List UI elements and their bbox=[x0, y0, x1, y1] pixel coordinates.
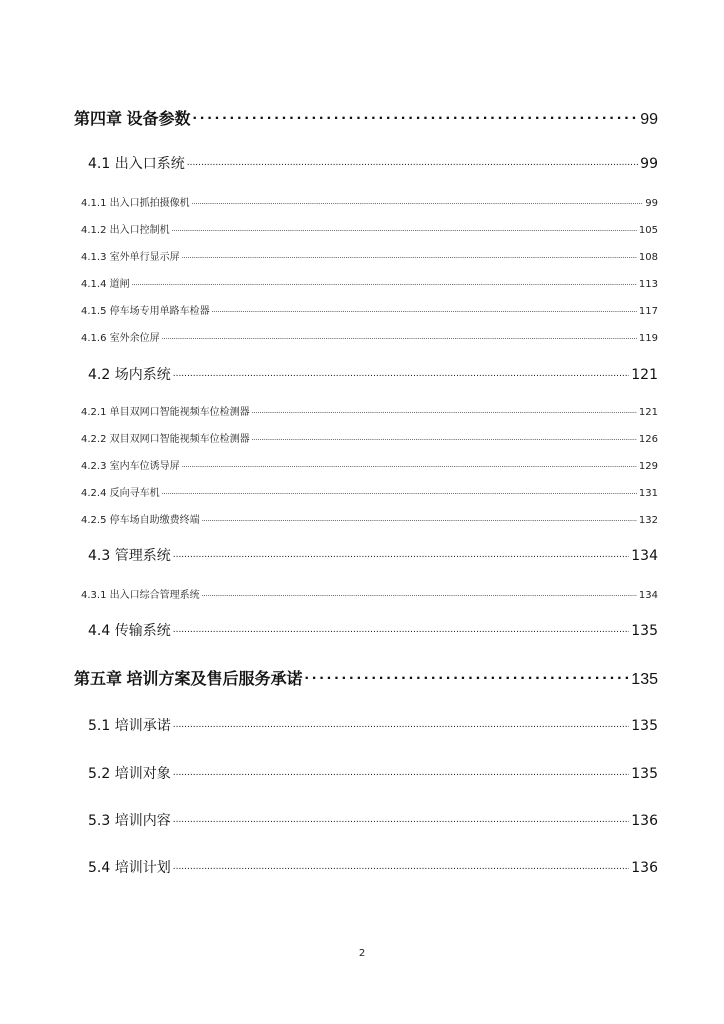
toc-entry-chapter-4[interactable] bbox=[0, 106, 724, 130]
toc-entry-4-2-5[interactable] bbox=[0, 511, 724, 527]
toc-entry-title: 4.1.4 道闸 bbox=[81, 279, 130, 290]
toc-entry-4-4[interactable] bbox=[0, 620, 724, 642]
dot-leader bbox=[182, 251, 637, 260]
toc-entry-page: 135 bbox=[631, 766, 658, 782]
toc-entry-title: 4.1.3 室外单行显示屏 bbox=[81, 252, 180, 263]
dot-leader bbox=[202, 589, 637, 598]
toc-entry-4-1-2[interactable] bbox=[0, 221, 724, 237]
toc-entry-4-1-6[interactable] bbox=[0, 329, 724, 345]
toc-entry-page: 126 bbox=[638, 434, 658, 445]
toc-entry-4-2[interactable] bbox=[0, 364, 724, 386]
toc-entry-page: 99 bbox=[640, 156, 658, 172]
toc-entry-4-2-4[interactable] bbox=[0, 484, 724, 500]
dot-leader bbox=[252, 406, 637, 415]
toc-entry-title: 4.4 传输系统 bbox=[88, 623, 171, 639]
toc-entry-4-1-4[interactable] bbox=[0, 275, 724, 291]
toc-entry-title: 4.2 场内系统 bbox=[88, 367, 171, 383]
dot-leader bbox=[173, 367, 630, 379]
toc-entry-page: 108 bbox=[638, 252, 658, 263]
toc-entry-page: 132 bbox=[638, 515, 658, 526]
toc-entry-title: 4.2.2 双目双网口智能视频车位检测器 bbox=[81, 434, 250, 445]
toc-entry-page: 113 bbox=[638, 279, 658, 290]
dot-leader bbox=[173, 860, 630, 872]
toc-entry-page: 135 bbox=[631, 718, 658, 734]
toc-entry-page: 99 bbox=[640, 111, 658, 128]
toc-entry-page: 136 bbox=[631, 860, 658, 876]
dot-leader bbox=[173, 623, 630, 635]
toc-entry-title: 第五章 培训方案及售后服务承诺 bbox=[74, 671, 303, 688]
toc-entry-page: 105 bbox=[638, 225, 658, 236]
toc-entry-5-2[interactable] bbox=[0, 763, 724, 785]
toc-entry-page: 119 bbox=[638, 333, 658, 344]
toc-entry-5-1[interactable] bbox=[0, 715, 724, 737]
toc-entry-page: 131 bbox=[638, 488, 658, 499]
toc-entry-title: 4.1.2 出入口控制机 bbox=[81, 225, 170, 236]
toc-entry-4-2-2[interactable] bbox=[0, 430, 724, 446]
dot-leader bbox=[162, 332, 637, 341]
toc-entry-4-1-5[interactable] bbox=[0, 302, 724, 318]
toc-entry-title: 5.2 培训对象 bbox=[88, 766, 171, 782]
dot-leader bbox=[252, 433, 637, 442]
toc-entry-page: 129 bbox=[638, 461, 658, 472]
dot-leader bbox=[173, 718, 630, 730]
toc-entry-page: 136 bbox=[631, 813, 658, 829]
dot-leader bbox=[173, 813, 630, 825]
dot-leader bbox=[202, 514, 637, 523]
toc-entry-chapter-5[interactable] bbox=[0, 666, 724, 690]
toc-entry-page: 135 bbox=[631, 671, 658, 688]
toc-entry-title: 4.2.1 单目双网口智能视频车位检测器 bbox=[81, 407, 250, 418]
toc-entry-title: 第四章 设备参数 bbox=[74, 111, 191, 128]
dot-leader bbox=[182, 460, 637, 469]
toc-entry-title: 4.2.5 停车场自助缴费终端 bbox=[81, 515, 200, 526]
toc-entry-title: 4.1.1 出入口抓拍摄像机 bbox=[81, 198, 190, 209]
dot-leader bbox=[162, 487, 637, 496]
toc-entry-title: 5.1 培训承诺 bbox=[88, 718, 171, 734]
toc-entry-4-3[interactable] bbox=[0, 545, 724, 567]
toc-entry-title: 4.1.5 停车场专用单路车检器 bbox=[81, 306, 210, 317]
toc-entry-title: 4.1 出入口系统 bbox=[88, 156, 185, 172]
toc-entry-5-4[interactable] bbox=[0, 857, 724, 879]
toc-entry-page: 134 bbox=[638, 590, 658, 601]
toc-entry-4-2-1[interactable] bbox=[0, 403, 724, 419]
toc-entry-title: 4.2.3 室内车位诱导屏 bbox=[81, 461, 180, 472]
dot-leader bbox=[173, 766, 630, 778]
toc-entry-title: 4.3 管理系统 bbox=[88, 548, 171, 564]
toc-entry-4-1[interactable] bbox=[0, 153, 724, 175]
dot-leader bbox=[187, 156, 638, 168]
page-number: 2 bbox=[358, 948, 366, 959]
toc-entry-title: 4.3.1 出入口综合管理系统 bbox=[81, 590, 200, 601]
toc-entry-4-3-1[interactable] bbox=[0, 586, 724, 602]
toc-entry-page: 134 bbox=[631, 548, 658, 564]
dot-leader bbox=[192, 197, 644, 206]
toc-entry-title: 4.2.4 反向寻车机 bbox=[81, 488, 160, 499]
toc-entry-title: 4.1.6 室外余位屏 bbox=[81, 333, 160, 344]
toc-entry-5-3[interactable] bbox=[0, 810, 724, 832]
dot-leader bbox=[304, 666, 629, 684]
dot-leader bbox=[173, 548, 630, 560]
toc-entry-page: 121 bbox=[631, 367, 658, 383]
dot-leader bbox=[132, 278, 637, 287]
toc-entry-title: 5.3 培训内容 bbox=[88, 813, 171, 829]
dot-leader bbox=[172, 224, 637, 233]
toc-entry-page: 135 bbox=[631, 623, 658, 639]
toc-entry-4-2-3[interactable] bbox=[0, 457, 724, 473]
toc-entry-page: 99 bbox=[645, 198, 658, 209]
toc-entry-page: 117 bbox=[638, 306, 658, 317]
dot-leader bbox=[212, 305, 637, 314]
toc-entry-4-1-1[interactable] bbox=[0, 194, 724, 210]
toc-entry-4-1-3[interactable] bbox=[0, 248, 724, 264]
dot-leader bbox=[192, 106, 638, 124]
toc-entry-title: 5.4 培训计划 bbox=[88, 860, 171, 876]
toc-entry-page: 121 bbox=[638, 407, 658, 418]
